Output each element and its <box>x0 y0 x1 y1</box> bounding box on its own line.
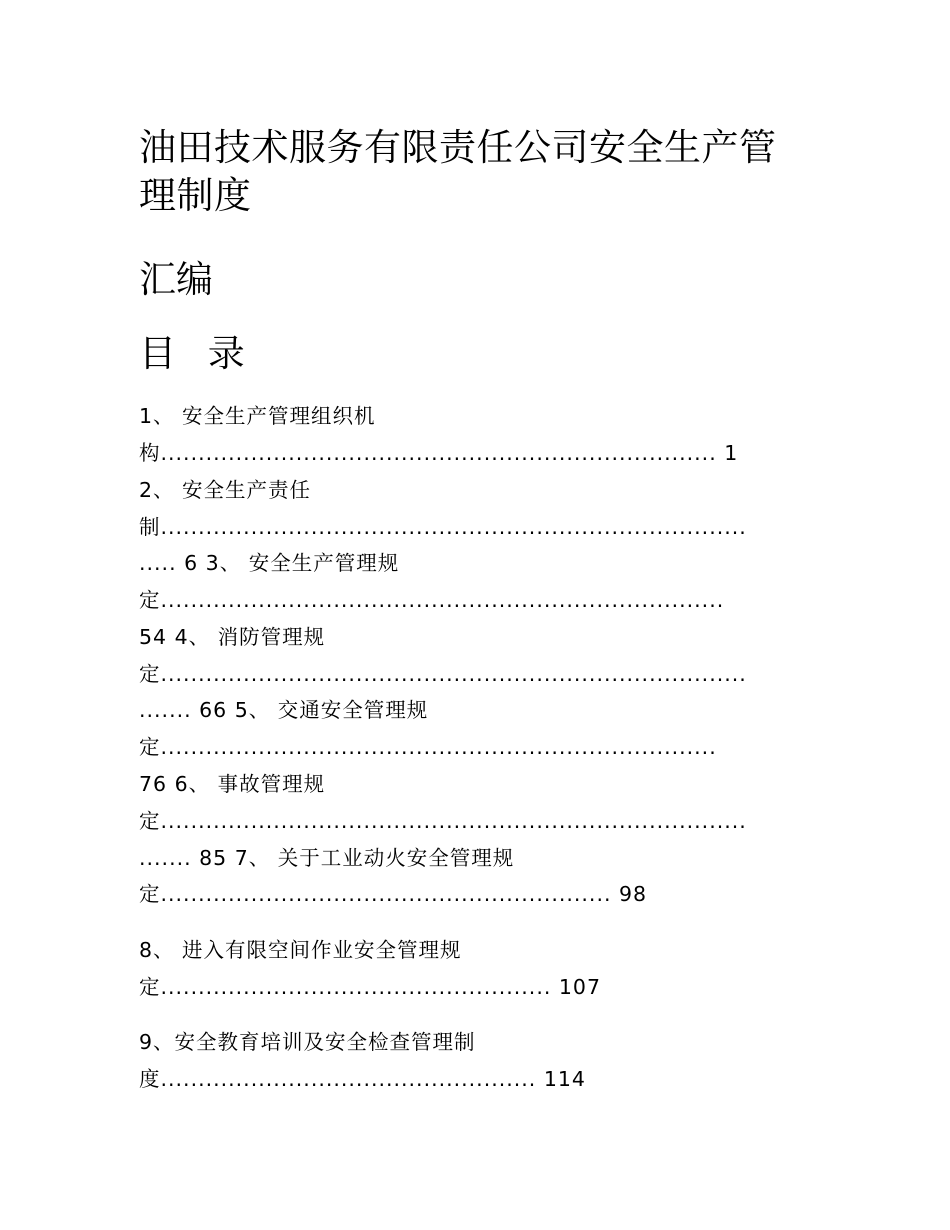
toc-line: 9、安全教育培训及安全检查管理制 <box>139 1030 476 1054</box>
toc-line: 8、 进入有限空间作业安全管理规 <box>139 938 462 962</box>
document-subtitle: 汇编 <box>139 258 213 301</box>
toc-line: 度.................................................. 114 <box>139 1067 586 1091</box>
toc-line: 76 6、 事故管理规 <box>139 772 326 796</box>
toc-line: ....... 85 7、 关于工业动火安全管理规 <box>139 846 515 870</box>
document-title: 油田技术服务有限责任公司安全生产管理制度 <box>139 126 777 217</box>
toc-line: 定.............................................................................. <box>139 809 747 833</box>
toc-line: 1、 安全生产管理组织机 <box>139 404 376 428</box>
toc-line: 定........................................................................... <box>139 588 725 612</box>
toc-line: 定.................................................... 107 <box>139 975 601 999</box>
toc-line: 构.......................................................................... 1 <box>139 441 739 465</box>
toc-heading: 目 录 <box>139 332 255 375</box>
toc-line: 定.......................................................................... <box>139 735 717 759</box>
toc-line: ....... 66 5、 交通安全管理规 <box>139 698 429 722</box>
toc-line: 定.............................................................................. <box>139 662 747 686</box>
toc-line: 2、 安全生产责任 <box>139 478 312 502</box>
toc-line: ..... 6 3、 安全生产管理规 <box>139 551 400 575</box>
toc-line: 54 4、 消防管理规 <box>139 625 326 649</box>
toc-line: 定............................................................ 98 <box>139 882 648 906</box>
toc-line: 制.............................................................................. <box>139 515 747 539</box>
